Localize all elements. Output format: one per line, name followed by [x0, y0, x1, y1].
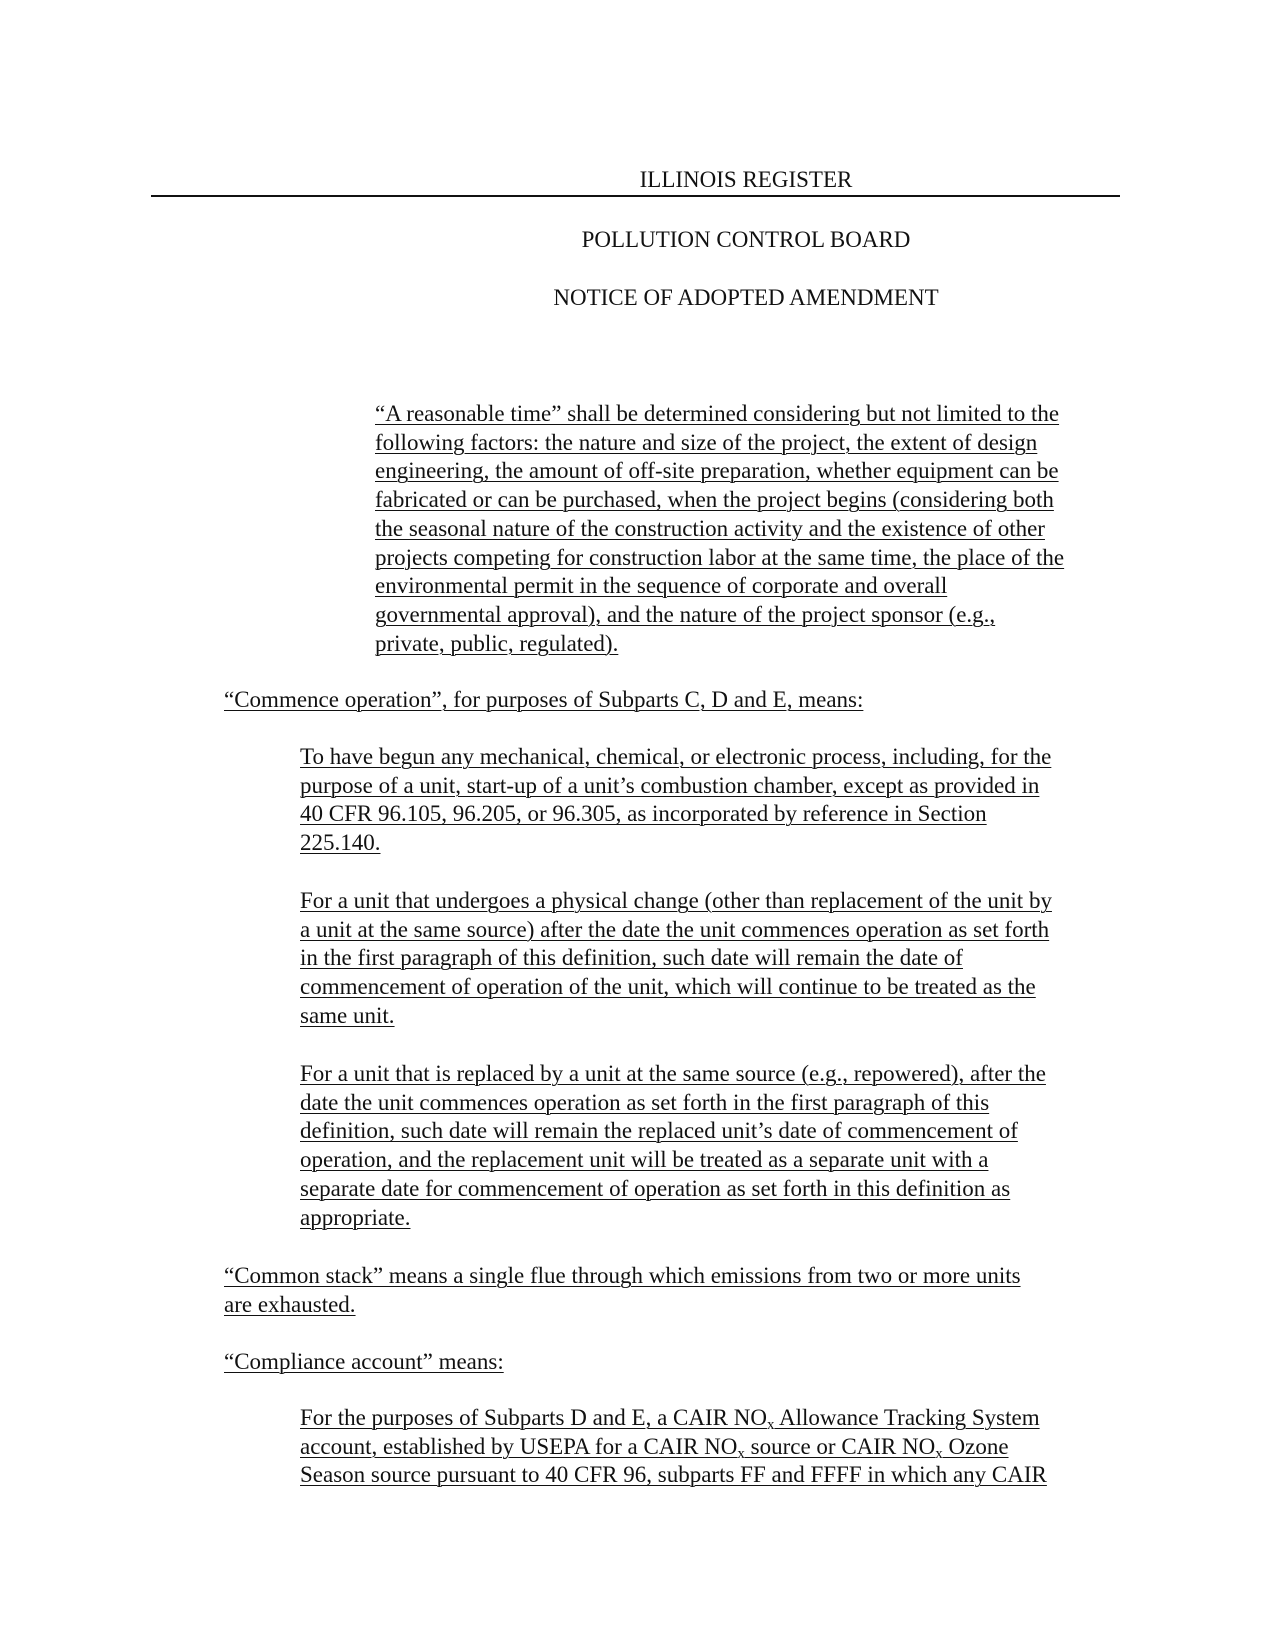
- text-line: following factors: the nature and size of the project, the extent of design: [375, 429, 1038, 455]
- header-rule: [151, 195, 1120, 197]
- text-line: To have begun any mechanical, chemical, or electronic process, including, for the: [300, 744, 1052, 769]
- text-line: fabricated or can be purchased, when the project begins (considering both: [375, 487, 1054, 513]
- text-line: projects competing for construction labor at the same time, the place of the: [375, 544, 1065, 570]
- text-line: commencement of operation of the unit, which will continue to be treated as the: [300, 974, 1036, 1000]
- commence-operation-heading: [224, 686, 1124, 715]
- text-line: [300, 1433, 1128, 1462]
- text-line: “A reasonable time” shall be determined considering but not limited to the: [375, 401, 1060, 426]
- reasonable-time-paragraph: [375, 400, 1125, 658]
- text-line: environmental permit in the sequence of corporate and overall: [375, 573, 948, 599]
- compliance-account-heading: [224, 1348, 824, 1377]
- text-run: For the purposes of Subparts D and E, a CAIR NO: [300, 1405, 767, 1430]
- text-line: operation, and the replacement unit will be treated as a separate unit with a: [300, 1147, 989, 1173]
- commence-operation-paragraph-2: [300, 887, 1128, 1031]
- board-title: POLLUTION CONTROL BOARD: [581, 227, 911, 252]
- text-line: engineering, the amount of off-site preparation, whether equipment can be: [375, 458, 1059, 484]
- text-run: Ozone: [942, 1433, 1009, 1459]
- text-line: 225.140.: [300, 830, 381, 856]
- text-line: For a unit that is replaced by a unit at the same source (e.g., repowered), after the: [300, 1061, 1046, 1086]
- text-line: “Common stack” means a single flue through which emissions from two or more units: [224, 1263, 1021, 1288]
- text-line: the seasonal nature of the construction activity and the existence of other: [375, 515, 1045, 541]
- notice-title: NOTICE OF ADOPTED AMENDMENT: [553, 285, 939, 310]
- commence-operation-paragraph-1: [300, 743, 1128, 858]
- text-run: Allowance Tracking System: [774, 1405, 1040, 1430]
- text-line: “Compliance account” means:: [224, 1349, 504, 1374]
- text-line: For a unit that undergoes a physical change (other than replacement of the unit by: [300, 888, 1052, 913]
- commence-operation-paragraph-3: [300, 1060, 1128, 1232]
- text-run: source or CAIR NO: [744, 1433, 936, 1459]
- subscript: x: [766, 1417, 775, 1433]
- text-line: same unit.: [300, 1002, 395, 1028]
- text-line: in the first paragraph of this definition, such date will remain the date of: [300, 945, 963, 971]
- common-stack-definition: [224, 1262, 1104, 1319]
- text-line: 40 CFR 96.105, 96.205, or 96.305, as incorporated by reference in Section: [300, 801, 987, 827]
- text-line: purpose of a unit, start-up of a unit’s combustion chamber, except as provided in: [300, 772, 1040, 798]
- text-line: appropriate.: [300, 1204, 411, 1230]
- text-line: date the unit commences operation as set forth in the first paragraph of this: [300, 1089, 990, 1115]
- text-line: [300, 1404, 1128, 1433]
- text-line: “Commence operation”, for purposes of Subparts C, D and E, means:: [224, 687, 864, 712]
- subscript: x: [935, 1445, 943, 1462]
- text-line: Season source pursuant to 40 CFR 96, subparts FF and FFFF in which any CAIR: [300, 1462, 1047, 1488]
- subscript: x: [737, 1445, 745, 1462]
- compliance-account-paragraph: [300, 1404, 1128, 1490]
- text-line: governmental approval), and the nature of the project sponsor (e.g.,: [375, 601, 996, 627]
- text-line: definition, such date will remain the replaced unit’s date of commencement of: [300, 1118, 1018, 1144]
- text-line: are exhausted.: [224, 1291, 356, 1317]
- text-run: account, established by USEPA for a CAIR NO: [300, 1433, 738, 1459]
- text-line: separate date for commencement of operation as set forth in this definition as: [300, 1175, 1011, 1201]
- text-line: a unit at the same source) after the date the unit commences operation as set forth: [300, 916, 1050, 942]
- text-line: private, public, regulated).: [375, 630, 619, 656]
- register-title: ILLINOIS REGISTER: [639, 167, 853, 192]
